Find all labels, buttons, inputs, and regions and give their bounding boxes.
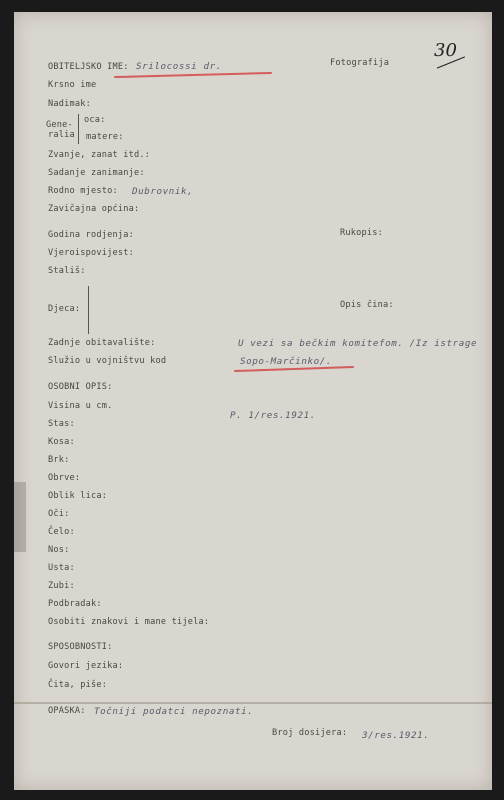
field-zadnje-obitavaliste: Zadnje obitavalište: [48, 338, 156, 348]
sposobnosti-govori-jezika: Govori jezika: [48, 661, 124, 671]
generalia-bracket [78, 114, 79, 144]
field-sluzio-u-vojnistvu: Služio u vojništvu kod [48, 356, 167, 366]
field-sadanje-zanimanje: Sadanje zanimanje: [48, 168, 145, 178]
rukopis-label: Rukopis: [340, 228, 383, 238]
field-godina-rodjenja: Godina rodjenja: [48, 230, 134, 240]
field-djeca: Djeca: [48, 304, 81, 314]
generalia-label-2: ralia [48, 130, 75, 140]
photo-label: Fotografija [330, 58, 390, 68]
osobni-opis-zubi: Zubi: [48, 581, 75, 591]
sposobnosti-title: SPOSOBNOSTI: [48, 642, 113, 652]
rodno-mjesto-value: Dubrovnik, [132, 186, 194, 197]
osobni-opis-brk: Brk: [48, 455, 70, 465]
osobni-opis-stas: Stas: [48, 419, 75, 429]
surname-value: Srilocossi dr. [136, 61, 222, 72]
field-rodno-mjesto: Rodno mjesto: [48, 186, 118, 196]
opaska-label: OPASKA: [48, 706, 86, 716]
surname-label: OBITELJSKO IME: [48, 62, 129, 72]
osobni-opis-usta: Usta: [48, 563, 75, 573]
osobni-opis-kosa: Kosa: [48, 437, 75, 447]
osobni-opis-oblik-lica: Oblik lica: [48, 491, 108, 501]
opis-cina-text-2: Sopo-Marčinko/. [240, 356, 332, 367]
djeca-bracket [88, 286, 89, 334]
osobni-opis-title: OSOBNI OPIS: [48, 382, 113, 392]
field-vjeroispovijest: Vjeroispovijest: [48, 248, 134, 258]
field-zavicajna-opcina: Zavičajna općina: [48, 204, 140, 214]
reference-number: P. 1/res.1921. [230, 410, 316, 421]
field-stalis: Stališ: [48, 266, 86, 276]
osobni-opis-podbradak: Podbradak: [48, 599, 102, 609]
page-number: 30 [434, 40, 457, 61]
osobni-opis-osobiti-znakovi: Osobiti znakovi i mane tijela: [48, 617, 210, 627]
document-sheet [14, 12, 492, 790]
osobni-opis-visina: Visina u cm. [48, 401, 113, 411]
opis-cina-label: Opis čina: [340, 300, 394, 310]
field-nadimak: Nadimak: [48, 99, 91, 109]
dosije-label: Broj dosijera: [272, 728, 348, 738]
osobni-opis-oci: Oči: [48, 509, 70, 519]
sposobnosti-cita-pise: Čita, piše: [48, 680, 108, 690]
opaska-value: Točniji podatci nepoznati. [94, 706, 254, 717]
generalia-oca: oca: [84, 115, 106, 125]
field-zvanje: Zvanje, zanat itd.: [48, 150, 151, 160]
field-krsno-ime: Krsno ime [48, 80, 97, 90]
osobni-opis-celo: Čelo: [48, 527, 75, 537]
opis-cina-text-1: U vezi sa bečkim komitefom. /Iz istrage [238, 338, 478, 349]
generalia-label-1: Gene- [46, 120, 73, 130]
osobni-opis-obrve: Obrve: [48, 473, 81, 483]
generalia-matere: matere: [86, 132, 124, 142]
osobni-opis-nos: Nos: [48, 545, 70, 555]
dosije-value: 3/res.1921. [362, 730, 430, 741]
surname-underline [114, 72, 272, 78]
